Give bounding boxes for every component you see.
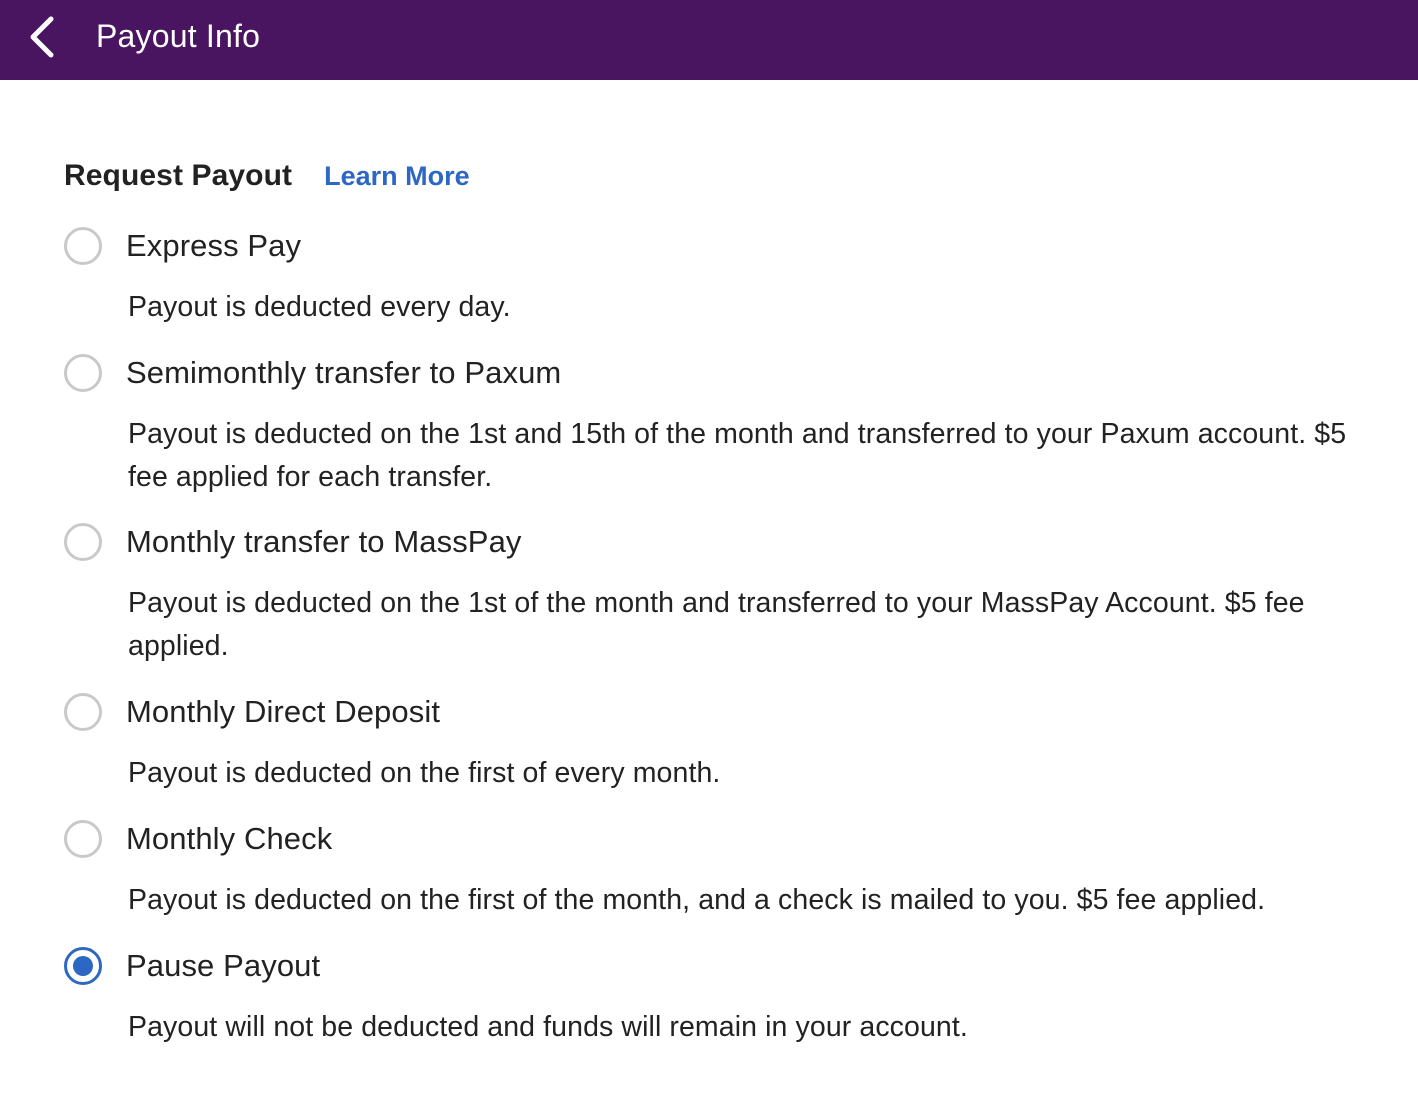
option-label: Express Pay [126, 228, 302, 263]
option-row[interactable] [64, 946, 1384, 986]
payout-option-pause [64, 946, 1384, 1049]
option-description: Payout is deducted on the 1st of the month and transferred to your MassPay Account. $5 fee applied. [128, 587, 1305, 662]
option-label: Semimonthly transfer to Paxum [126, 355, 562, 390]
option-label: Monthly Check [126, 821, 333, 856]
option-row[interactable] [64, 353, 1384, 393]
option-label: Pause Payout [126, 948, 321, 983]
radio-masspay[interactable] [64, 523, 102, 561]
option-description: Payout is deducted on the first of the month, and a check is mailed to you. $5 fee applied. [128, 884, 1266, 916]
payout-option-masspay [64, 522, 1384, 668]
radio-express-pay[interactable] [64, 227, 102, 265]
option-description: Payout is deducted on the 1st and 15th of the month and transferred to your Paxum account. $5 fee applied for each transfer. [128, 418, 1347, 493]
option-description: Payout will not be deducted and funds will remain in your account. [128, 1011, 968, 1043]
option-label: Monthly Direct Deposit [126, 694, 441, 729]
payout-option-direct-deposit [64, 692, 1384, 795]
radio-paxum[interactable] [64, 354, 102, 392]
payout-option-paxum [64, 353, 1384, 499]
request-payout-heading [64, 156, 470, 196]
option-description: Payout is deducted every day. [128, 291, 511, 323]
back-button[interactable] [20, 10, 64, 64]
learn-more-link[interactable]: Learn More [324, 160, 470, 191]
option-row[interactable] [64, 692, 1384, 732]
section-title: Request Payout [64, 159, 293, 192]
option-description: Payout is deducted on the first of every month. [128, 757, 721, 789]
radio-check[interactable] [64, 820, 102, 858]
chevron-left-icon [27, 16, 57, 58]
option-row[interactable] [64, 226, 1384, 266]
payout-option-check [64, 819, 1384, 922]
radio-direct-deposit[interactable] [64, 693, 102, 731]
payout-option-express-pay [64, 226, 1384, 329]
option-label: Monthly transfer to MassPay [126, 524, 522, 559]
option-row[interactable] [64, 522, 1384, 562]
option-row[interactable] [64, 819, 1384, 859]
page-title: Payout Info [96, 18, 261, 54]
app-header [0, 0, 1418, 80]
radio-pause-payout[interactable] [64, 947, 102, 985]
